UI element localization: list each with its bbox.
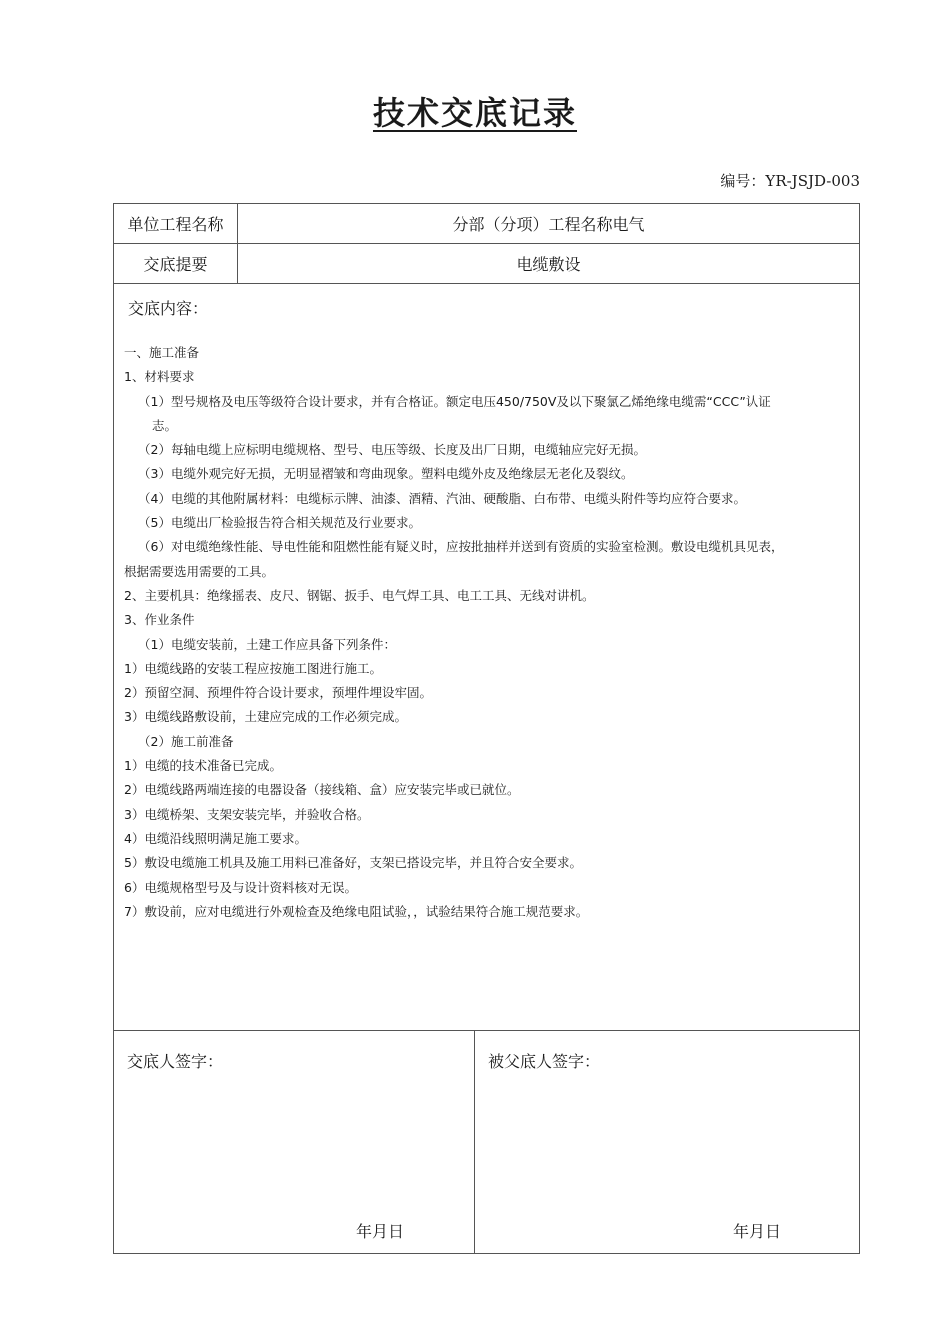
document-title-text: 技术交底记录 [372,94,577,132]
content-lines [124,341,849,924]
content-line: 根据需要选用需要的工具。 [124,563,275,579]
document-number [720,170,860,191]
unit-label: 单位工程名称 [114,204,238,243]
content-line: 2）电缆线路两端连接的电器设备（接线箱、盒）应安装完毕或已就位。 [124,782,520,798]
content-line: 5）敷设电缆施工机具及施工用料已准备好，支架已搭设完毕，并且符合安全要求。 [124,855,582,871]
content-line: 1）电缆的技术准备已完成。 [124,758,282,774]
recipient-signature-label: 被父底人签字： [488,1052,601,1071]
content-line: 志。 [152,417,178,433]
content-line: （5）电缆出厂检验报告符合相关规范及行业要求。 [138,515,421,531]
document-number-label: 编号： [720,172,766,190]
content-line: （4）电缆的其他附属材料：电缆标示牌、油漆、酒精、汽油、硬酸脂、白布带、电缆头附件等均应符合要求。 [138,490,746,506]
content-line: 2）预留空洞、预埋件符合设计要求，预埋件埋设牢固。 [124,685,432,701]
content-line: 4）电缆沿线照明满足施工要求。 [124,830,307,846]
content-cell [114,284,859,1031]
discloser-signature-label: 交底人签字： [127,1052,224,1071]
content-line: 3、作业条件 [124,612,195,628]
unit-row [114,204,859,244]
content-line: 6）电缆规格型号及与设计资料核对无误。 [124,879,357,895]
discloser-date: 年月日 [356,1222,405,1241]
summary-row [114,244,859,284]
content-line: （2）施工前准备 [138,733,234,749]
content-line: 7）敷设前，应对电缆进行外观检查及绝缘电阻试验，，试验结果符合施工规范要求。 [124,903,589,919]
summary-label: 交底提要 [114,244,238,283]
content-line: （2）每轴电缆上应标明电缆规格、型号、电压等级、长度及出厂日期，电缆轴应完好无损。 [138,442,646,458]
content-line: （3）电缆外观完好无损，无明显褶皱和弯曲现象。塑料电缆外皮及绝缘层无老化及裂纹。 [138,466,634,482]
unit-value: 分部（分项）工程名称电气 [452,215,645,234]
summary-value: 电缆敷设 [516,255,581,274]
content-line: （6）对电缆绝缘性能、导电性能和阻燃性能有疑义时，应按批抽样并送到有资质的实验室检测。敷设电缆机具见表， [138,539,784,555]
content-line: 3）电缆桥架、支架安装完毕，并验收合格。 [124,806,370,822]
content-line: 1）电缆线路的安装工程应按施工图进行施工。 [124,660,382,676]
document-title [0,88,950,134]
content-line: 1、材料要求 [124,369,195,385]
content-line: 2、主要机具：绝缘摇表、皮尺、钢锯、扳手、电气焊工具、电工工具、无线对讲机。 [124,587,595,603]
content-heading: 交底内容： [128,299,209,318]
signature-cell-left [114,1031,475,1253]
document-number-value: YR-JSJD-003 [765,172,860,190]
record-table [113,203,860,1254]
content-line: （1）型号规格及电压等级符合设计要求，并有合格证。额定电压450/750V及以下聚氯乙烯绝缘电缆需“CCC”认证 [138,393,771,409]
signature-cell-right [475,1031,859,1253]
content-line: 一、施工准备 [124,345,200,360]
content-line: 3）电缆线路敷设前，土建应完成的工作必须完成。 [124,709,407,725]
content-line: （1）电缆安装前，土建工作应具备下列条件： [138,636,396,652]
recipient-date: 年月日 [733,1222,782,1241]
